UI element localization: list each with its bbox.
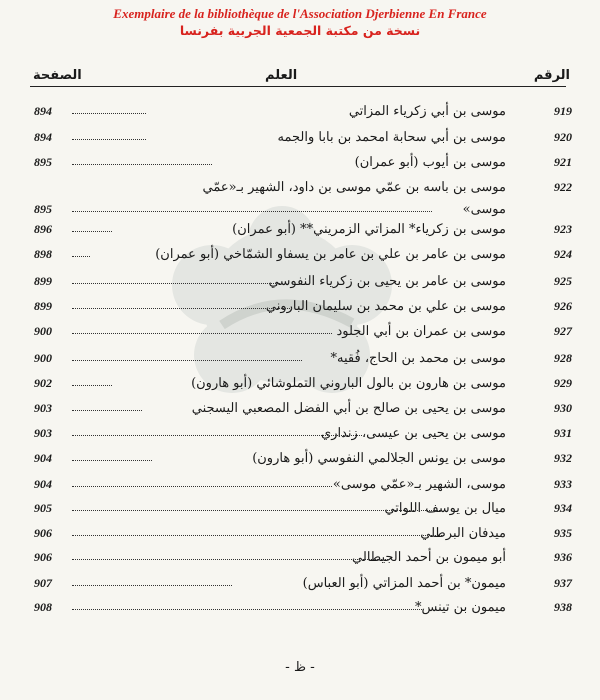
entry-number: 933: [554, 477, 572, 491]
library-stamp-french: Exemplaire de la bibliothèque de l'Association Djerbienne En France: [113, 6, 487, 21]
entry-page: 898: [34, 247, 52, 261]
entry-number: 924: [554, 247, 572, 261]
entry-number: 928: [554, 351, 572, 365]
column-header-number: الرقم: [533, 68, 570, 83]
entry-name: موسى بن عمران بن أبي الجلود: [336, 324, 506, 339]
entry-number: 926: [554, 299, 572, 313]
library-stamp-arabic: نسخة من مكتبة الجمعية الجربية بفرنسا: [179, 23, 421, 38]
column-header-page: الصفحة: [33, 68, 82, 83]
leader-dots: [72, 256, 90, 257]
entry-number: 925: [554, 274, 572, 288]
entry-number: 922: [554, 180, 572, 194]
entry-number: 938: [554, 600, 572, 614]
entry-name: موسى، الشهير بـ«عمّي موسى»: [332, 477, 506, 492]
entry-number: 932: [554, 451, 572, 465]
entry-name: موسى بن محمد بن الحاج، فُقيه*: [330, 351, 506, 366]
entry-number: 935: [554, 526, 572, 540]
entry-page: 904: [34, 451, 52, 465]
entry-name: موسى بن أبي سحابة امحمد بن بابا والجمه: [277, 130, 506, 145]
header-rule: [30, 86, 566, 87]
entry-name: موسى بن عامر بن يحيى بن زكرياء النفوسي: [268, 274, 506, 289]
entry-page: 902: [34, 376, 52, 390]
leader-dots: [72, 535, 442, 536]
entry-name: ميدفان البرطلي: [420, 526, 506, 541]
leader-dots: [72, 308, 292, 309]
page-footer: - ظ -: [285, 660, 315, 675]
leader-dots: [72, 113, 146, 114]
leader-dots: [72, 510, 442, 511]
leader-dots: [72, 139, 146, 140]
leader-dots: [72, 283, 282, 284]
entry-number: 937: [554, 576, 572, 590]
leader-dots: [72, 211, 432, 212]
entry-page: 906: [34, 550, 52, 564]
entry-name: ميمون* بن أحمد المزاتي (أبو العباس): [302, 576, 506, 591]
entry-number: 923: [554, 222, 572, 236]
entry-number: 919: [554, 104, 572, 118]
entry-name: موسى بن هارون بن بالول الباروني التملوشائي (أبو هارون): [191, 376, 506, 391]
entry-number: 921: [554, 155, 572, 169]
leader-dots: [72, 486, 332, 487]
entry-page: 907: [34, 576, 52, 590]
entry-name: موسى بن أيوب (أبو عمران): [354, 155, 506, 170]
entry-number: 930: [554, 401, 572, 415]
leader-dots: [72, 410, 142, 411]
entry-name: موسى بن زكرياء* المزاتي الزمريني** (أبو عمران): [232, 222, 506, 237]
entry-number: 929: [554, 376, 572, 390]
entry-name: موسى بن يحيى بن صالح بن أبي الفضل المصعبي اليسجني: [191, 401, 506, 416]
entry-number: 927: [554, 324, 572, 338]
entry-name: موسى بن عامر بن علي بن عامر بن يسفاو الشمّاخي (أبو عمران): [155, 247, 506, 262]
leader-dots: [72, 164, 212, 165]
entry-name: أبو ميمون بن أحمد الجيطالي: [352, 550, 506, 565]
leader-dots: [72, 585, 232, 586]
entry-page: 905: [34, 501, 52, 515]
leader-dots: [72, 435, 362, 436]
entry-page: 894: [34, 104, 52, 118]
leader-dots: [72, 360, 302, 361]
entry-name: موسى بن يحيى بن عيسى، زنداري: [321, 426, 506, 441]
entry-page: 894: [34, 130, 52, 144]
entry-page: 899: [34, 299, 52, 313]
entry-page: 908: [34, 600, 52, 614]
leader-dots: [72, 333, 332, 334]
leader-dots: [72, 385, 112, 386]
entry-page: 900: [34, 351, 52, 365]
entry-number: 920: [554, 130, 572, 144]
leader-dots: [72, 609, 422, 610]
entry-page: 903: [34, 401, 52, 415]
entry-name: موسى بن يونس الجلالمي النفوسي (أبو هارون): [252, 451, 506, 466]
entry-page: 896: [34, 222, 52, 236]
entry-page: 895: [34, 155, 52, 169]
entry-number: 934: [554, 501, 572, 515]
entry-name: ميال بن يوسف اللواتي: [384, 501, 506, 516]
entry-name: موسى بن أبي زكرياء المزاتي: [348, 104, 506, 119]
entry-name-continued: موسى»: [462, 202, 506, 217]
leader-dots: [72, 460, 152, 461]
entry-page: 906: [34, 526, 52, 540]
entry-number: 936: [554, 550, 572, 564]
entry-number: 931: [554, 426, 572, 440]
entry-name: موسى بن علي بن محمد بن سليمان الباروني: [265, 299, 506, 314]
entry-page: 900: [34, 324, 52, 338]
entry-page: 904: [34, 477, 52, 491]
column-header-name: العلم: [265, 68, 298, 83]
leader-dots: [72, 231, 112, 232]
entry-page: 903: [34, 426, 52, 440]
entry-name: موسى بن باسه بن عمّي موسى بن داود، الشهير بـ«عمّي: [202, 180, 506, 195]
entry-page: 895: [34, 202, 52, 216]
entry-page: 899: [34, 274, 52, 288]
entry-name: ميمون بن تينس*: [415, 600, 506, 615]
leader-dots: [72, 559, 392, 560]
